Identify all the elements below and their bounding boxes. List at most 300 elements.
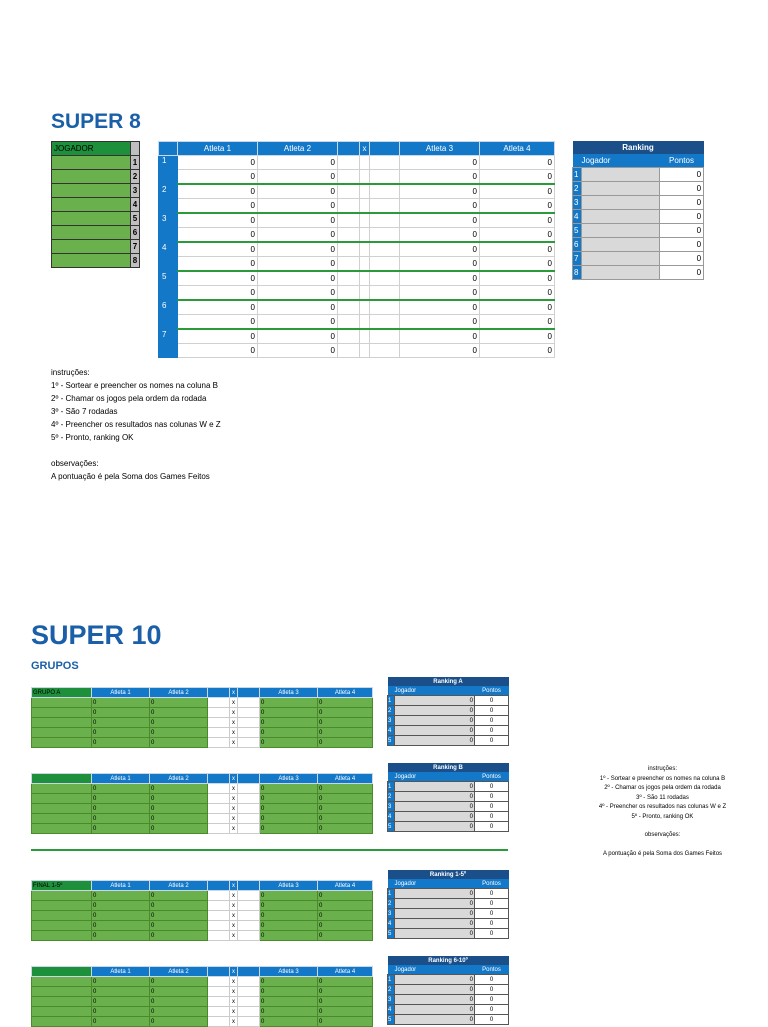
score-cell[interactable]: 0 [318,804,373,814]
score-cell[interactable]: 0 [92,901,150,911]
score-cell[interactable]: 0 [258,271,338,286]
ranking-points: 0 [475,802,509,812]
ranking-row [388,929,509,939]
score-cell[interactable]: 0 [480,184,555,199]
score-cell[interactable]: 0 [400,242,480,257]
game-row [32,931,373,941]
player-name-cell[interactable] [52,226,131,240]
score-cell[interactable]: 0 [400,257,480,272]
score-cell[interactable]: 0 [318,1017,373,1027]
score-cell[interactable]: 0 [258,156,338,170]
header-atleta-1: Atleta 1 [92,688,150,698]
score-cell[interactable]: 0 [400,329,480,344]
player-name-cell[interactable] [32,804,92,814]
score-cell[interactable]: 0 [150,738,208,748]
ranking-points: 0 [475,929,509,939]
score-cell[interactable]: 0 [178,329,258,344]
player-name-cell[interactable] [32,708,92,718]
player-name-cell[interactable] [32,814,92,824]
ranking-row [573,224,704,238]
ranking-row [388,736,509,746]
score-cell[interactable]: 0 [480,300,555,315]
score-cell[interactable]: 0 [150,1007,208,1017]
ranking-position: 3 [388,716,395,726]
games-header-x: x [360,142,370,156]
score-cell[interactable]: 0 [150,987,208,997]
instruction-line: 1º - Sortear e preencher os nomes na coluna B [51,381,219,390]
score-cell[interactable]: 0 [260,824,318,834]
players-header: JOGADOR [52,142,131,156]
player-name-cell[interactable] [32,987,92,997]
score-cell[interactable]: 0 [480,170,555,185]
header-atleta-2: Atleta 2 [150,967,208,977]
score-cell[interactable]: 0 [318,921,373,931]
score-cell[interactable]: 0 [260,997,318,1007]
ranking-col-points: Pontos [475,879,509,889]
score-cell[interactable]: 0 [150,728,208,738]
ranking-row [388,1005,509,1015]
ranking-points: 0 [475,726,509,736]
versus-mark: x [230,804,238,814]
super10-subtitle: GRUPOS [31,660,79,672]
score-cell[interactable]: 0 [260,794,318,804]
score-cell[interactable]: 0 [260,977,318,987]
versus-mark: x [230,814,238,824]
score-cell[interactable]: 0 [258,213,338,228]
score-cell[interactable]: 0 [260,891,318,901]
versus-mark: x [230,698,238,708]
score-cell[interactable]: 0 [318,738,373,748]
ranking-points: 0 [475,736,509,746]
ranking-row [388,919,509,929]
header-atleta-3: Atleta 3 [260,774,318,784]
game-row [32,814,373,824]
score-cell[interactable]: 0 [480,344,555,358]
ranking-player: 0 [395,736,475,746]
score-cell[interactable]: 0 [260,738,318,748]
group-label [32,967,92,977]
score-cell[interactable]: 0 [260,1007,318,1017]
score-cell[interactable]: 0 [178,170,258,185]
score-cell[interactable]: 0 [92,814,150,824]
player-number: 2 [131,170,140,184]
game-row [32,698,373,708]
ranking-title: Ranking [573,141,704,154]
player-name-cell[interactable] [52,240,131,254]
header-atleta-3: Atleta 3 [260,967,318,977]
header-x: x [230,774,238,784]
ranking-position: 1 [573,168,582,182]
ranking-row [388,909,509,919]
score-cell[interactable]: 0 [318,1007,373,1017]
ranking-player [582,224,660,238]
score-cell[interactable]: 0 [92,698,150,708]
ranking-position: 5 [388,822,395,832]
score-cell[interactable]: 0 [92,1007,150,1017]
score-cell[interactable]: 0 [400,213,480,228]
ranking-row [388,995,509,1005]
versus-mark: x [230,977,238,987]
game-row [32,997,373,1007]
ranking-player: 0 [395,716,475,726]
super10-group-table [31,773,373,834]
ranking-points: 0 [475,899,509,909]
score-cell[interactable]: 0 [480,228,555,243]
section-divider [31,849,508,851]
score-cell[interactable]: 0 [318,977,373,987]
observations-title: observações: [644,832,681,838]
player-name-cell[interactable] [32,977,92,987]
score-cell[interactable]: 0 [260,718,318,728]
ranking-row [573,182,704,196]
score-cell[interactable]: 0 [150,784,208,794]
score-cell[interactable]: 0 [318,728,373,738]
round-number: 6 [159,300,178,329]
score-cell[interactable]: 0 [150,911,208,921]
score-cell[interactable]: 0 [150,997,208,1007]
ranking-position: 5 [573,224,582,238]
score-cell[interactable]: 0 [480,271,555,286]
ranking-player: 0 [395,782,475,792]
group-label: FINAL 1-5º [32,881,92,891]
score-cell[interactable]: 0 [480,213,555,228]
ranking-points: 0 [660,182,704,196]
score-cell[interactable]: 0 [178,228,258,243]
score-cell[interactable]: 0 [92,891,150,901]
score-cell[interactable]: 0 [178,242,258,257]
player-name-cell[interactable] [32,718,92,728]
header-atleta-2: Atleta 2 [150,881,208,891]
ranking-player [582,182,660,196]
games-header-atleta-1: Atleta 1 [178,142,258,156]
score-cell[interactable]: 0 [178,315,258,330]
score-cell[interactable]: 0 [92,921,150,931]
score-cell[interactable]: 0 [178,213,258,228]
player-name-cell[interactable] [52,156,131,170]
score-cell[interactable]: 0 [178,257,258,272]
ranking-points: 0 [475,995,509,1005]
score-cell[interactable]: 0 [260,784,318,794]
score-cell[interactable]: 0 [318,708,373,718]
score-cell[interactable]: 0 [150,698,208,708]
score-cell[interactable]: 0 [92,784,150,794]
games-header-atleta-2: Atleta 2 [258,142,338,156]
ranking-points: 0 [475,975,509,985]
super8-instructions [51,366,221,483]
ranking-row [573,238,704,252]
ranking-player: 0 [395,975,475,985]
player-row [52,198,140,212]
player-name-cell[interactable] [32,784,92,794]
score-cell[interactable]: 0 [400,286,480,301]
game-row [32,708,373,718]
score-cell[interactable]: 0 [480,199,555,214]
player-name-cell[interactable] [32,931,92,941]
score-cell[interactable]: 0 [92,977,150,987]
player-name-cell[interactable] [32,1017,92,1027]
header-atleta-2: Atleta 2 [150,688,208,698]
score-cell[interactable]: 0 [92,718,150,728]
score-cell[interactable]: 0 [258,300,338,315]
score-cell[interactable]: 0 [318,814,373,824]
ranking-points: 0 [475,812,509,822]
score-cell[interactable]: 0 [318,901,373,911]
header-atleta-1: Atleta 1 [92,967,150,977]
score-cell[interactable]: 0 [400,300,480,315]
game-row [159,271,555,286]
super10-group-table [31,966,373,1027]
score-cell[interactable]: 0 [260,911,318,921]
player-name-cell[interactable] [52,184,131,198]
super10-title: SUPER 10 [31,620,162,650]
score-cell[interactable]: 0 [258,170,338,185]
player-row [52,240,140,254]
header-atleta-4: Atleta 4 [318,688,373,698]
ranking-col-player: Jogador [388,879,475,889]
score-cell[interactable]: 0 [260,698,318,708]
score-cell[interactable]: 0 [480,156,555,170]
ranking-points: 0 [475,696,509,706]
score-cell[interactable]: 0 [178,300,258,315]
score-cell[interactable]: 0 [318,911,373,921]
score-cell[interactable]: 0 [92,728,150,738]
score-cell[interactable]: 0 [480,242,555,257]
game-row [159,199,555,214]
score-cell[interactable]: 0 [92,1017,150,1027]
score-cell[interactable]: 0 [150,921,208,931]
ranking-position: 1 [388,975,395,985]
player-row [52,254,140,268]
game-row [32,921,373,931]
player-name-cell[interactable] [32,901,92,911]
versus-mark: x [230,784,238,794]
player-name-cell[interactable] [32,891,92,901]
ranking-position: 5 [388,736,395,746]
player-name-cell[interactable] [32,824,92,834]
ranking-title: Ranking A [388,677,509,686]
score-cell[interactable]: 0 [92,738,150,748]
score-cell[interactable]: 0 [150,718,208,728]
header-atleta-1: Atleta 1 [92,774,150,784]
score-cell[interactable]: 0 [150,891,208,901]
header-x: x [230,688,238,698]
score-cell[interactable]: 0 [178,286,258,301]
ranking-player [582,238,660,252]
score-cell[interactable]: 0 [260,814,318,824]
ranking-position: 4 [388,726,395,736]
ranking-row [388,706,509,716]
score-cell[interactable]: 0 [258,184,338,199]
score-cell[interactable]: 0 [400,184,480,199]
score-cell[interactable]: 0 [258,228,338,243]
player-name-cell[interactable] [52,212,131,226]
score-cell[interactable]: 0 [258,242,338,257]
header-x: x [230,967,238,977]
score-cell[interactable]: 0 [258,286,338,301]
ranking-player: 0 [395,812,475,822]
ranking-player: 0 [395,919,475,929]
ranking-row [388,822,509,832]
score-cell[interactable]: 0 [260,901,318,911]
player-name-cell[interactable] [32,728,92,738]
ranking-row [388,889,509,899]
score-cell[interactable]: 0 [92,931,150,941]
score-cell[interactable]: 0 [258,257,338,272]
score-cell[interactable]: 0 [178,184,258,199]
player-name-cell[interactable] [52,170,131,184]
score-cell[interactable]: 0 [260,931,318,941]
score-cell[interactable]: 0 [150,794,208,804]
score-cell[interactable]: 0 [400,228,480,243]
instructions-title: instruções: [51,368,90,377]
score-cell[interactable]: 0 [178,199,258,214]
ranking-points: 0 [660,168,704,182]
ranking-row [388,1015,509,1025]
score-cell[interactable]: 0 [318,997,373,1007]
score-cell[interactable]: 0 [260,728,318,738]
instruction-line: 4º - Preencher os resultados nas colunas W e Z [51,420,221,429]
game-row [32,901,373,911]
player-name-cell[interactable] [52,198,131,212]
player-name-cell[interactable] [32,738,92,748]
ranking-player [582,210,660,224]
ranking-player: 0 [395,995,475,1005]
ranking-position: 8 [573,266,582,280]
score-cell[interactable]: 0 [260,921,318,931]
score-cell[interactable]: 0 [150,901,208,911]
ranking-row [573,168,704,182]
score-cell[interactable]: 0 [318,718,373,728]
score-cell[interactable]: 0 [318,987,373,997]
versus-mark: x [230,1017,238,1027]
score-cell[interactable]: 0 [178,344,258,358]
score-cell[interactable]: 0 [400,170,480,185]
player-name-cell[interactable] [52,254,131,268]
super8-title: SUPER 8 [51,110,141,133]
ranking-position: 6 [573,238,582,252]
ranking-points: 0 [475,919,509,929]
score-cell[interactable]: 0 [318,794,373,804]
score-cell[interactable]: 0 [400,199,480,214]
score-cell[interactable]: 0 [258,315,338,330]
score-cell[interactable]: 0 [400,271,480,286]
ranking-row [573,252,704,266]
score-cell[interactable]: 0 [92,987,150,997]
ranking-position: 2 [388,792,395,802]
score-cell[interactable]: 0 [92,997,150,1007]
score-cell[interactable]: 0 [318,931,373,941]
ranking-position: 3 [573,196,582,210]
versus-mark: x [230,931,238,941]
player-name-cell[interactable] [32,921,92,931]
score-cell[interactable]: 0 [260,987,318,997]
score-cell[interactable]: 0 [92,911,150,921]
game-row [32,824,373,834]
score-cell[interactable]: 0 [150,1017,208,1027]
player-name-cell[interactable] [32,794,92,804]
player-number: 4 [131,198,140,212]
score-cell[interactable]: 0 [178,271,258,286]
game-row [32,1007,373,1017]
score-cell[interactable]: 0 [92,824,150,834]
score-cell[interactable]: 0 [318,824,373,834]
score-cell[interactable]: 0 [258,329,338,344]
score-cell[interactable]: 0 [150,977,208,987]
score-cell[interactable]: 0 [150,931,208,941]
game-row [32,718,373,728]
header-atleta-2: Atleta 2 [150,774,208,784]
score-cell[interactable]: 0 [150,804,208,814]
ranking-row [388,802,509,812]
player-name-cell[interactable] [32,997,92,1007]
score-cell[interactable]: 0 [92,804,150,814]
instruction-line: 2º - Chamar os jogos pela ordem da rodada [604,785,721,791]
score-cell[interactable]: 0 [260,708,318,718]
game-row [32,987,373,997]
score-cell[interactable]: 0 [480,315,555,330]
versus-mark: x [230,987,238,997]
score-cell[interactable]: 0 [400,315,480,330]
versus-mark: x [230,891,238,901]
game-row [159,344,555,358]
score-cell[interactable]: 0 [318,698,373,708]
versus-mark: x [230,718,238,728]
player-name-cell[interactable] [32,911,92,921]
ranking-player: 0 [395,1015,475,1025]
ranking-points: 0 [475,985,509,995]
ranking-points: 0 [475,1005,509,1015]
score-cell[interactable]: 0 [150,814,208,824]
score-cell[interactable]: 0 [480,286,555,301]
observations-text: A pontuação é pela Soma dos Games Feitos [51,472,210,481]
score-cell[interactable]: 0 [150,708,208,718]
score-cell[interactable]: 0 [178,156,258,170]
score-cell[interactable]: 0 [400,344,480,358]
ranking-col-player: Jogador [388,686,475,696]
super10-group-table [31,687,373,748]
ranking-player: 0 [395,706,475,716]
game-row [159,257,555,272]
player-name-cell[interactable] [32,1007,92,1017]
score-cell[interactable]: 0 [258,199,338,214]
score-cell[interactable]: 0 [260,1017,318,1027]
instruction-line: 5º - Pronto, ranking OK [631,813,694,820]
ranking-points: 0 [660,196,704,210]
score-cell[interactable]: 0 [92,708,150,718]
score-cell[interactable]: 0 [260,804,318,814]
super10-ranking-table [387,677,509,746]
score-cell[interactable]: 0 [480,329,555,344]
game-row [32,728,373,738]
game-row [32,784,373,794]
ranking-position: 5 [388,1015,395,1025]
ranking-position: 1 [388,696,395,706]
score-cell[interactable]: 0 [318,891,373,901]
ranking-row [388,812,509,822]
game-row [159,213,555,228]
ranking-row [388,985,509,995]
score-cell[interactable]: 0 [480,257,555,272]
player-name-cell[interactable] [32,698,92,708]
player-number: 7 [131,240,140,254]
header-x: x [230,881,238,891]
ranking-position: 4 [388,919,395,929]
score-cell[interactable]: 0 [92,794,150,804]
score-cell[interactable]: 0 [150,824,208,834]
score-cell[interactable]: 0 [318,784,373,794]
score-cell[interactable]: 0 [400,156,480,170]
score-cell[interactable]: 0 [258,344,338,358]
